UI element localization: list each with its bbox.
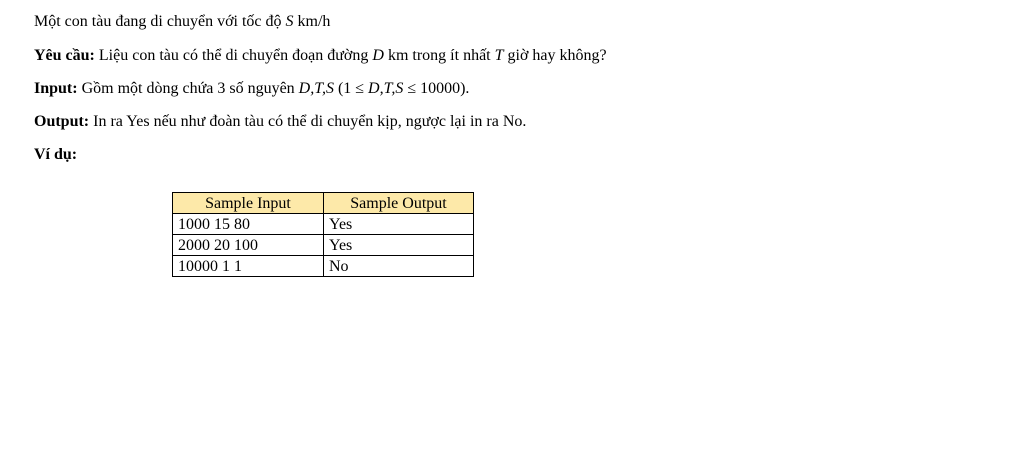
intro-paragraph	[34, 11, 674, 32]
cell-output: Yes	[324, 214, 474, 235]
header-sample-output: Sample Output	[324, 193, 474, 214]
var-t: T	[494, 47, 504, 64]
table-row	[173, 256, 474, 277]
requirement-text-2: km trong ít nhất	[383, 47, 495, 64]
table-header-row	[173, 193, 474, 214]
cell-input: 10000 1 1	[173, 256, 324, 277]
requirement-paragraph	[34, 45, 674, 66]
output-paragraph	[34, 111, 674, 132]
var-s: S	[285, 13, 294, 30]
input-vars: D,T,S	[298, 80, 334, 97]
cell-output: Yes	[324, 235, 474, 256]
intro-before: Một con tàu đang di chuyển với tốc độ	[34, 13, 286, 30]
cell-input: 1000 15 80	[173, 214, 324, 235]
var-d: D	[372, 47, 384, 64]
cell-output: No	[324, 256, 474, 277]
cell-input: 2000 20 100	[173, 235, 324, 256]
example-heading: Ví dụ:	[34, 146, 78, 163]
input-label: Input:	[34, 80, 78, 97]
table-row	[173, 235, 474, 256]
input-text: Gồm một dòng chứa 3 số nguyên	[77, 80, 299, 97]
output-text: In ra Yes nếu như đoàn tàu có thể di chuyển kịp, ngược lại in ra No.	[89, 113, 527, 130]
input-paragraph	[34, 78, 674, 99]
output-label: Output:	[34, 113, 90, 130]
table-row	[173, 214, 474, 235]
requirement-label: Yêu cầu:	[34, 47, 95, 64]
requirement-text-1: Liệu con tàu có thể di chuyển đoạn đường	[94, 47, 373, 64]
input-close: ≤ 10000).	[403, 80, 470, 97]
problem-statement	[34, 9, 674, 165]
intro-after: km/h	[293, 13, 331, 30]
input-open: (1 ≤	[333, 80, 369, 97]
header-sample-input: Sample Input	[173, 193, 324, 214]
sample-table-container	[172, 192, 474, 277]
requirement-text-3: giờ hay không?	[503, 47, 607, 64]
input-range-vars: D,T,S	[368, 80, 404, 97]
sample-table	[172, 192, 474, 277]
